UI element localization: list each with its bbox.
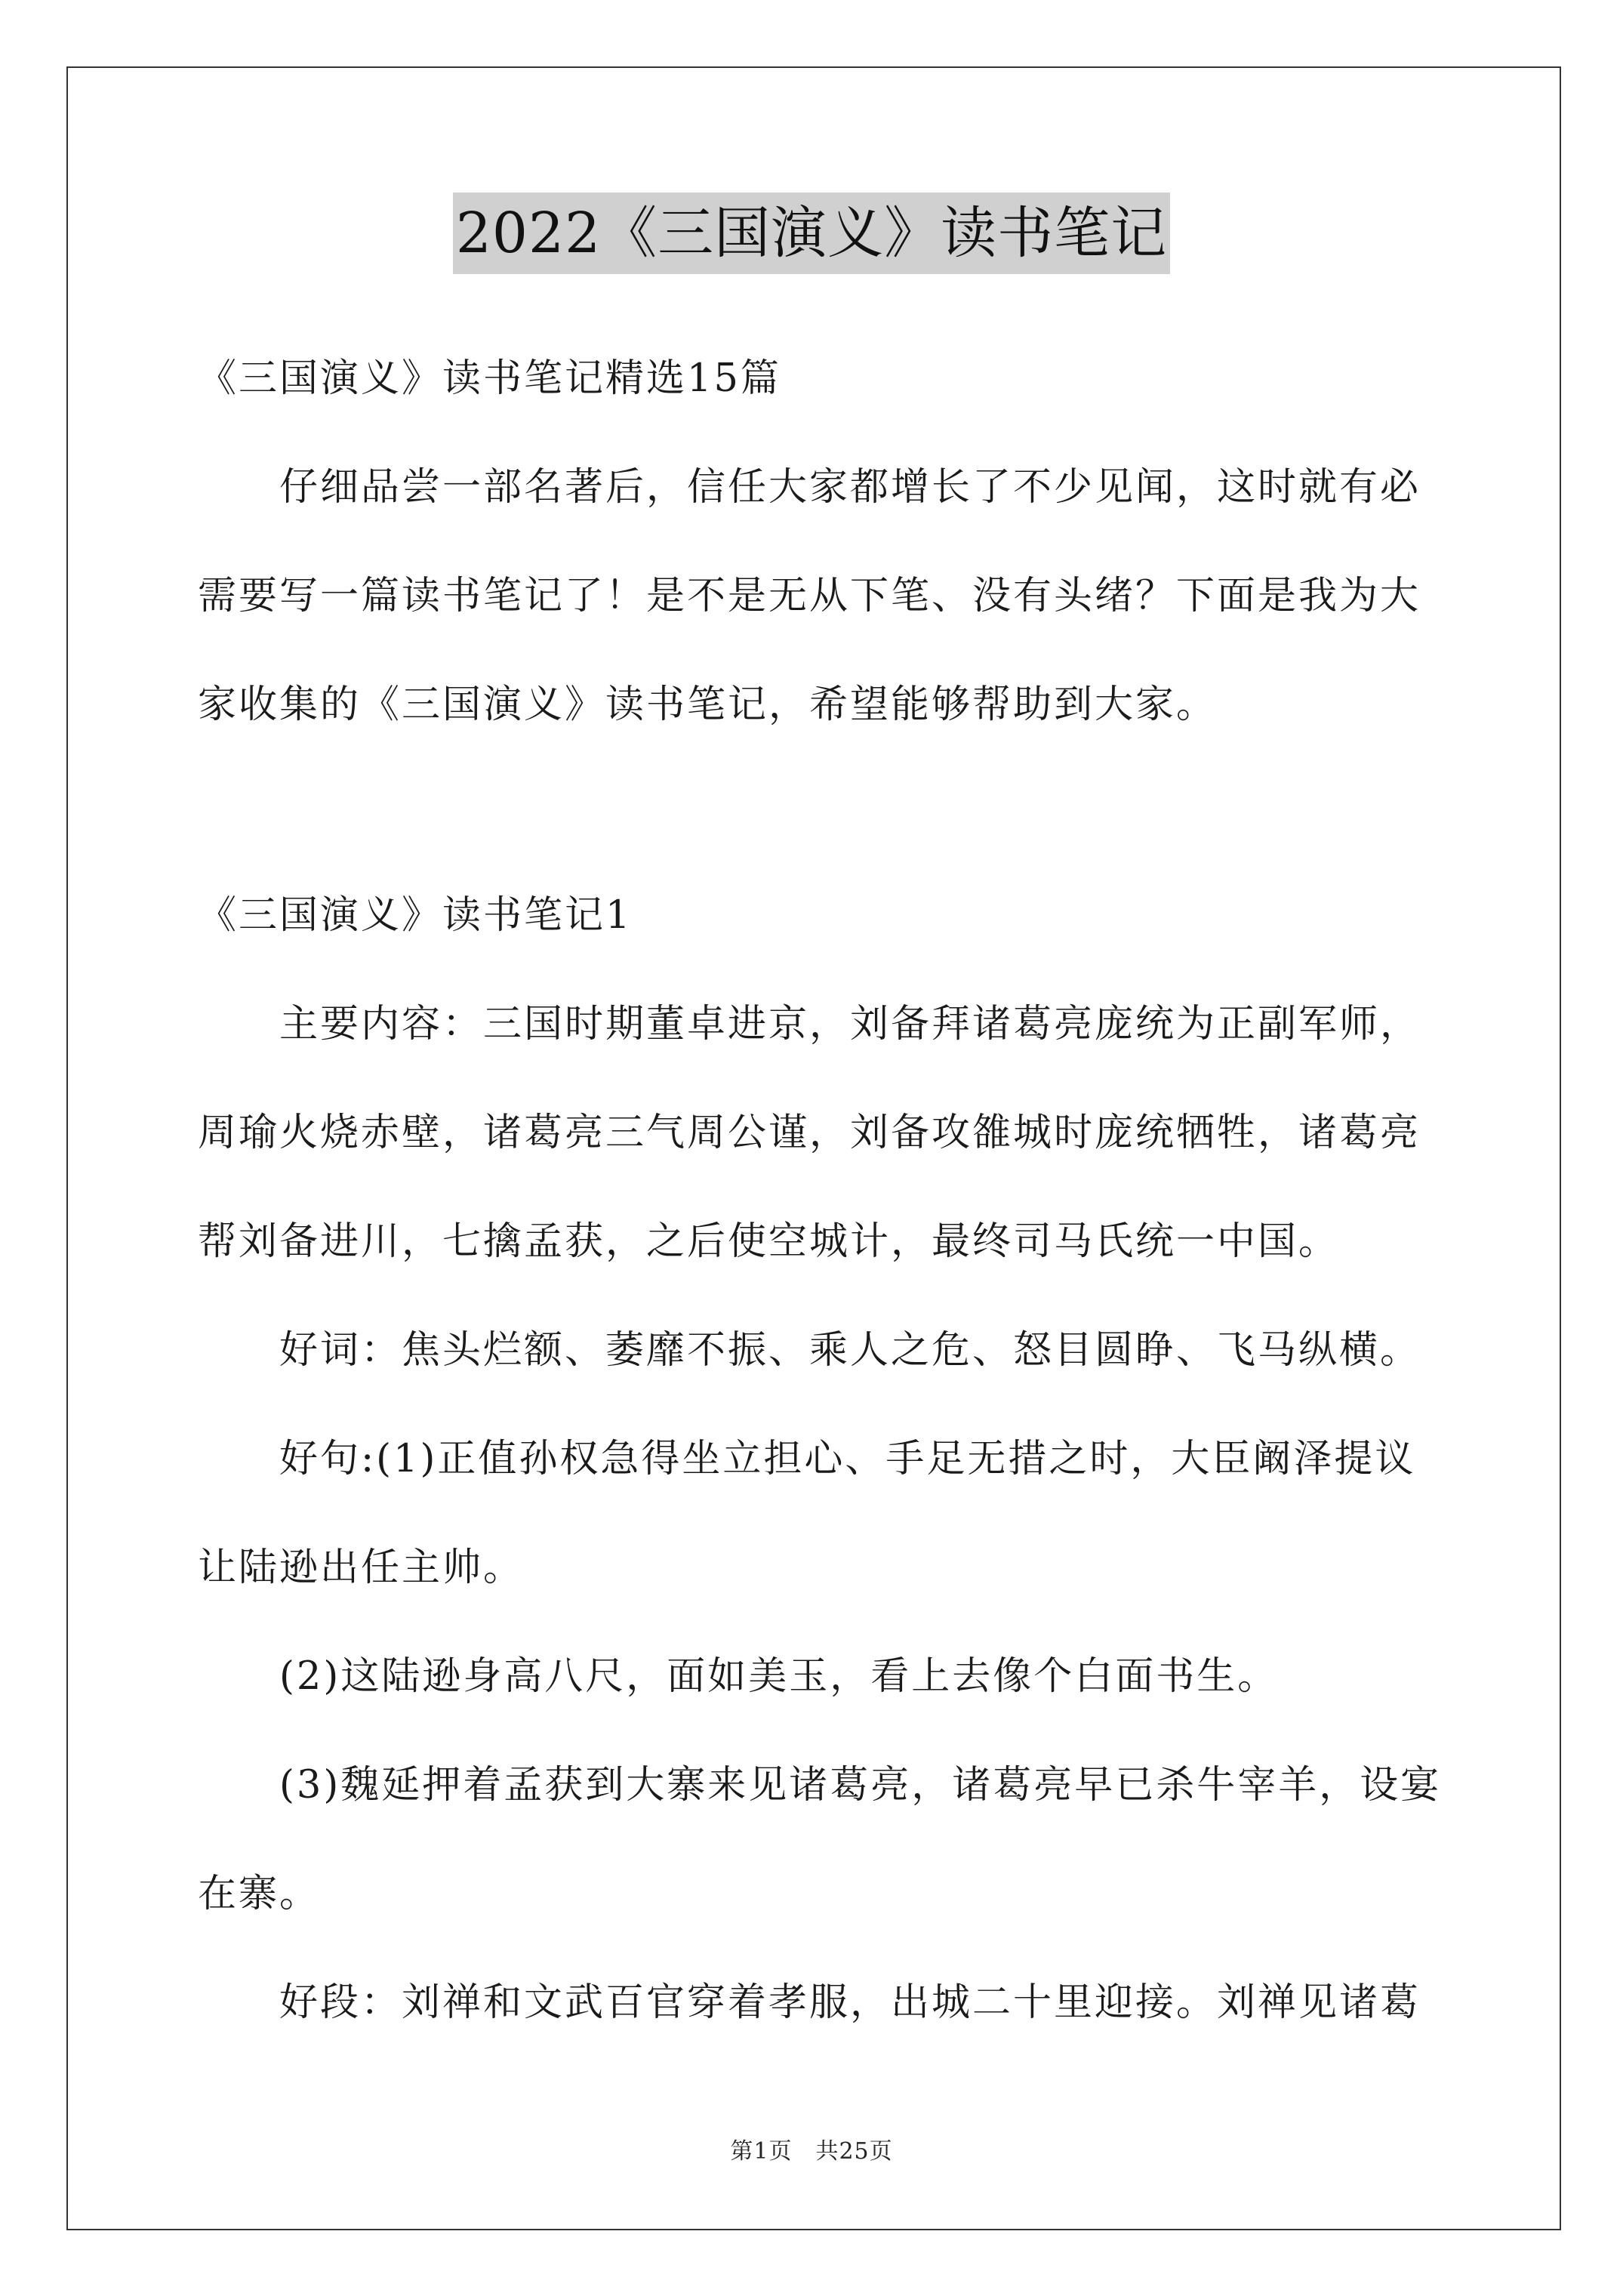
content-line-2: 周瑜火烧赤壁，诸葛亮三气周公谨，刘备攻雒城时庞统牺牲，诸葛亮 bbox=[198, 1111, 1421, 1155]
good-words: 好词：焦头烂额、萎靡不振、乘人之危、怒目圆睁、飞马纵横。 bbox=[279, 1328, 1421, 1373]
good-sentence-line-5: 在寨。 bbox=[198, 1872, 321, 1916]
good-sentence-line-3: (2)这陆逊身高八尺，面如美玉，看上去像个白面书生。 bbox=[279, 1654, 1279, 1699]
good-sentence-line-2: 让陆逊出任主帅。 bbox=[198, 1546, 525, 1590]
content-line-1: 主要内容：三国时期董卓进京，刘备拜诸葛亮庞统为正副军师， bbox=[279, 1002, 1421, 1046]
intro-line-2: 需要写一篇读书笔记了！是不是无从下笔、没有头绪？下面是我为大 bbox=[198, 574, 1421, 618]
document-subtitle: 《三国演义》读书笔记精选15篇 bbox=[198, 356, 781, 401]
intro-line-1: 仔细品尝一部名著后，信任大家都增长了不少见闻，这时就有必 bbox=[279, 465, 1421, 510]
content-line-3: 帮刘备进川，七擒孟获，之后使空城计，最终司马氏统一中国。 bbox=[198, 1219, 1340, 1264]
intro-line-3: 家收集的《三国演义》读书笔记，希望能够帮助到大家。 bbox=[198, 683, 1218, 727]
title-container bbox=[0, 193, 1623, 274]
document-title: 2022《三国演义》读书笔记 bbox=[453, 193, 1170, 274]
good-sentence-line-1: 好句:(1)正值孙权急得坐立担心、手足无措之时，大臣阚泽提议 bbox=[279, 1437, 1416, 1481]
section-heading: 《三国演义》读书笔记1 bbox=[198, 893, 633, 938]
good-paragraph: 好段：刘禅和文武百官穿着孝服，出城二十里迎接。刘禅见诸葛 bbox=[279, 1980, 1421, 2025]
good-sentence-line-4: (3)魏延押着孟获到大寨来见诸葛亮，诸葛亮早已杀牛宰羊，设宴 bbox=[279, 1763, 1442, 1808]
page-number: 第1页 共25页 bbox=[730, 2138, 893, 2165]
